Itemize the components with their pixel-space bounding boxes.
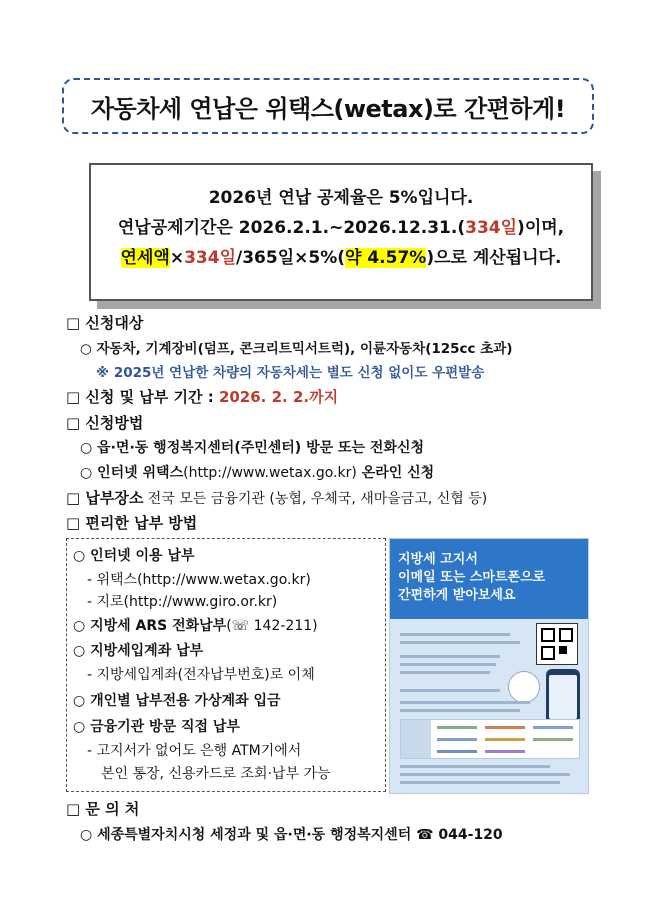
place-heading: □ 납부장소 전국 모든 금융기관 (농협, 우체국, 새마을금고, 신협 등) — [66, 489, 488, 507]
payment-methods-box — [66, 538, 386, 792]
method-heading: □ 신청방법 — [66, 414, 144, 432]
period-heading: □ 신청 및 납부 기간 : 2026. 2. 2.까지 — [66, 388, 339, 406]
info-line-2: 연납공제기간은 2026.2.1.~2026.12.31.(334일)이며, — [117, 218, 565, 238]
info-line-3: 연세액×334일/365일×5%(약 4.57%)으로 계산됩니다. — [120, 248, 562, 268]
bank-note-1: - 고지서가 없어도 은행 ATM기에서 — [87, 743, 302, 759]
ad-title: 지방세 고지서 이메일 또는 스마트폰으로 간편하게 받아보세요 — [398, 552, 546, 603]
giro-link: - 지로(http://www.giro.or.kr) — [87, 594, 278, 610]
ad-bank-logos-table — [400, 719, 580, 759]
method-1: ○ 읍·면·동 행정복지센터(주민센터) 방문 또는 전화신청 — [80, 440, 425, 456]
title-box — [62, 78, 594, 134]
info-box — [89, 163, 593, 301]
e-notice-ad-image — [389, 538, 589, 794]
contact-heading: □ 문 의 처 — [66, 800, 140, 818]
vaccount-value: - 지방세입계좌(전자납부번호)로 이체 — [87, 667, 315, 683]
info-line-1: 2026년 연납 공제율은 5%입니다. — [208, 188, 474, 208]
mascot-icon — [508, 671, 540, 703]
bank-note-2: 본인 통장, 신용카드로 조회·납부 가능 — [101, 766, 331, 782]
page-title: 자동차세 연납은 위택스(wetax)로 간편하게! — [90, 94, 566, 123]
qr-code-icon — [536, 623, 578, 665]
target-heading: □ 신청대상 — [66, 314, 144, 332]
ars-pay: ○ 지방세 ARS 전화납부(☏ 142-211) — [73, 618, 318, 634]
internet-pay-heading: ○ 인터넷 이용 납부 — [73, 548, 195, 564]
easy-heading: □ 편리한 납부 방법 — [66, 514, 198, 532]
target-note: ※ 2025년 연납한 차량의 자동차세는 별도 신청 없이도 우편발송 — [96, 365, 485, 381]
contact-value: ○ 세종특별자치시청 세정과 및 읍·면·동 행정복지센터 ☎ 044-120 — [80, 827, 503, 843]
personal-account-heading: ○ 개인별 납부전용 가상계좌 입금 — [73, 693, 281, 709]
bank-visit-heading: ○ 금융기관 방문 직접 납부 — [73, 719, 240, 735]
vaccount-heading: ○ 지방세입계좌 납부 — [73, 643, 204, 659]
method-2: ○ 인터넷 위택스(http://www.wetax.go.kr) 온라인 신청 — [80, 465, 435, 481]
target-item: ○ 자동차, 기계장비(덤프, 콘크리트믹서트럭), 이륜자동차(125cc 초과) — [80, 341, 513, 357]
wetax-link: - 위택스(http://www.wetax.go.kr) — [87, 572, 311, 588]
